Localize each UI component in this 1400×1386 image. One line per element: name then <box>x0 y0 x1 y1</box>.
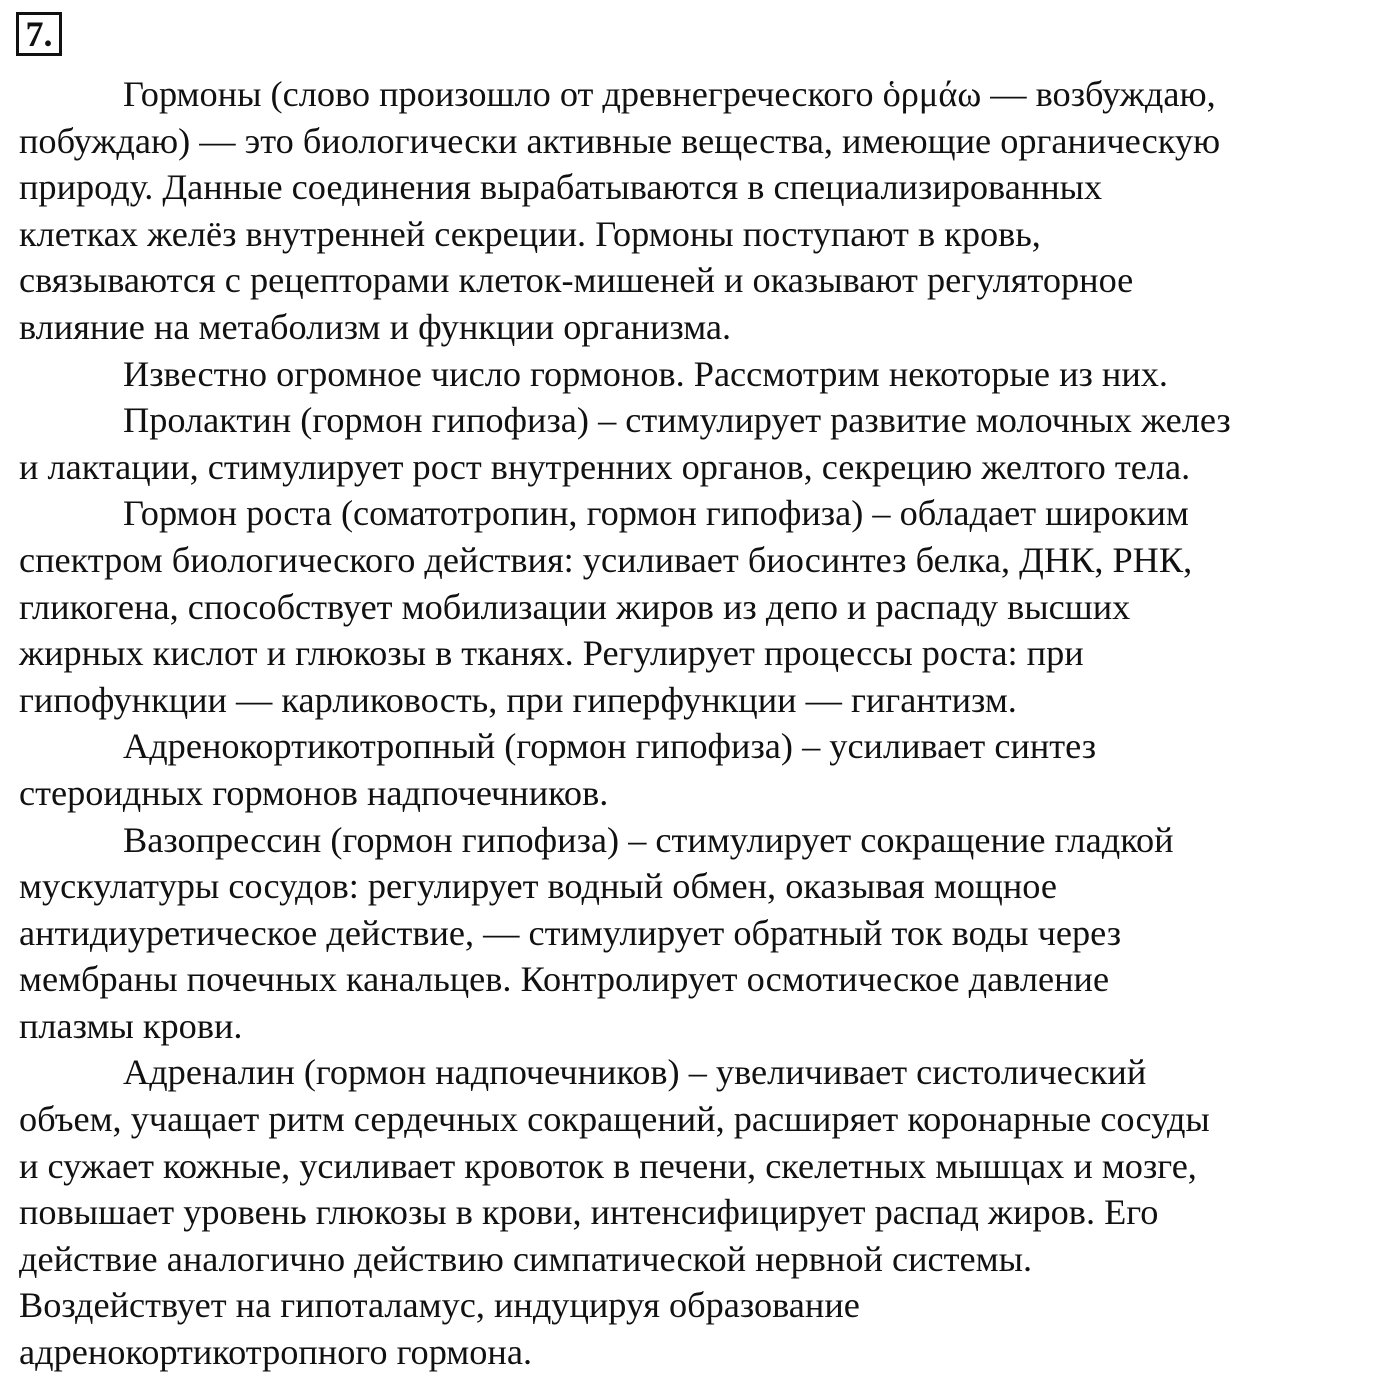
text-line: Адренокортикотропный (гормон гипофиза) – усиливает синтез <box>123 726 1097 767</box>
text-line: антидиуретическое действие, — стимулирует обратный ток воды через <box>19 912 1122 953</box>
text-line: клетках желёз внутренней секреции. Гормоны поступают в кровь, <box>19 213 1041 254</box>
text-line: связываются с рецепторами клеток-мишеней и оказывают регуляторное <box>19 260 1134 301</box>
paragraph-adrenaline <box>19 1049 1389 1375</box>
text-line: плазмы крови. <box>19 1005 243 1046</box>
paragraph-prolactin <box>19 397 1389 490</box>
text-line: и лактации, стимулирует рост внутренних органов, секрецию желтого тела. <box>19 446 1191 487</box>
text-line: Вазопрессин (гормон гипофиза) – стимулирует сокращение гладкой <box>123 819 1174 860</box>
text-line: Гормоны (слово произошло от древнегреческого ὁρμάω — возбуждаю, <box>123 74 1216 114</box>
document-body <box>19 71 1389 1376</box>
text-line: жирных кислот и глюкозы в тканях. Регулирует процессы роста: при <box>19 633 1084 674</box>
text-line: действие аналогично действию симпатической нервной системы. <box>19 1238 1033 1279</box>
text-line: объем, учащает ритм сердечных сокращений, расширяет коронарные сосуды <box>19 1099 1210 1140</box>
text-line: повышает уровень глюкозы в крови, интенсифицирует распад жиров. Его <box>19 1192 1159 1233</box>
text-line: гликогена, способствует мобилизации жиров из депо и распаду высших <box>19 586 1131 627</box>
text-line: спектром биологического действия: усиливает биосинтез белка, ДНК, РНК, <box>19 539 1193 580</box>
text-line: и сужает кожные, усиливает кровоток в печени, скелетных мышцах и мозге, <box>19 1145 1197 1186</box>
text-line: влияние на метаболизм и функции организма. <box>19 306 732 347</box>
text-line: мускулатуры сосудов: регулирует водный обмен, оказывая мощное <box>19 866 1058 907</box>
text-line: природу. Данные соединения вырабатываются в специализированных <box>19 167 1103 208</box>
text-line: Пролактин (гормон гипофиза) – стимулирует развитие молочных желез <box>123 400 1231 441</box>
text-line: Адреналин (гормон надпочечников) – увеличивает систолический <box>123 1052 1147 1093</box>
paragraph-overview <box>19 351 1389 398</box>
task-number-box: 7. <box>16 12 62 56</box>
text-line: Гормон роста (соматотропин, гормон гипофиза) – обладает широким <box>123 493 1189 534</box>
text-line: Воздействует на гипоталамус, индуцируя образование <box>19 1285 860 1326</box>
text-line: побуждаю) — это биологически активные вещества, имеющие органическую <box>19 120 1221 161</box>
text-line: гипофункции — карликовость, при гиперфункции — гигантизм. <box>19 679 1017 720</box>
text-line: адренокортикотропного гормона. <box>19 1332 533 1373</box>
paragraph-acth <box>19 723 1389 816</box>
paragraph-hormones-intro <box>19 71 1389 351</box>
paragraph-growth-hormone <box>19 490 1389 723</box>
text-line: Известно огромное число гормонов. Рассмотрим некоторые из них. <box>123 353 1168 394</box>
text-line: мембраны почечных канальцев. Контролирует осмотическое давление <box>19 959 1110 1000</box>
text-line: стероидных гормонов надпочечников. <box>19 772 609 813</box>
paragraph-vasopressin <box>19 817 1389 1050</box>
